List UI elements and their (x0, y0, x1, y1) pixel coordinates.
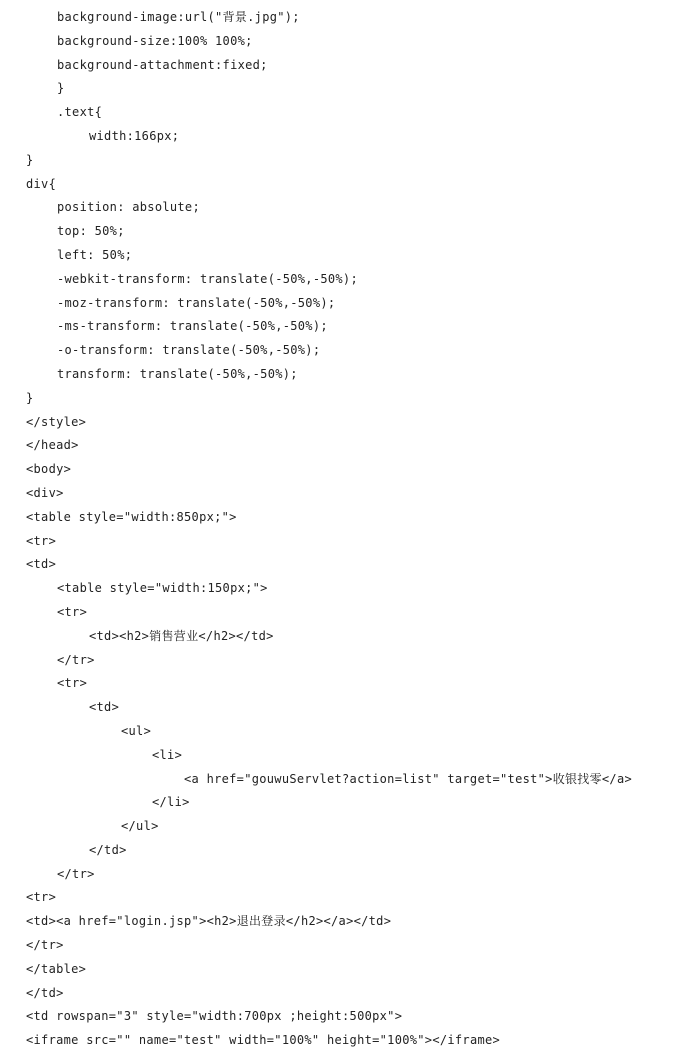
code-line: <td><h2>销售营业</h2></td> (89, 628, 274, 643)
code-line: background-size:100% 100%; (57, 33, 253, 48)
code-line: <a href="gouwuServlet?action=list" target="test">收银找零</a> (184, 771, 633, 786)
code-line: <body> (26, 462, 72, 477)
code-line: } (57, 81, 65, 96)
code-line: <tr> (26, 533, 57, 548)
code-line: <table style="width:850px;"> (26, 509, 237, 524)
code-line: <div> (26, 485, 64, 500)
code-line: .text{ (57, 105, 103, 120)
code-line: </tr> (57, 652, 95, 667)
code-line: <tr> (57, 676, 88, 691)
code-line: <tr> (26, 890, 57, 905)
code-line: <table style="width:150px;"> (57, 581, 268, 596)
code-line: } (26, 390, 34, 405)
code-line: background-attachment:fixed; (57, 57, 268, 72)
code-line: -ms-transform: translate(-50%,-50%); (57, 319, 328, 334)
code-line: </td> (89, 842, 127, 857)
code-line: </li> (152, 795, 190, 810)
code-line: } (26, 152, 34, 167)
code-line: top: 50%; (57, 224, 125, 239)
code-line: background-image:url("背景.jpg"); (57, 10, 300, 24)
code-line: <tr> (57, 604, 88, 619)
code-line: <td> (89, 700, 120, 715)
code-line: width:166px; (89, 128, 180, 143)
code-line: </tr> (26, 938, 64, 953)
code-line: </style> (26, 414, 87, 429)
code-line: position: absolute; (57, 200, 200, 215)
code-line: </td> (26, 985, 64, 1000)
code-line: </tr> (57, 866, 95, 881)
code-line: </head> (26, 438, 79, 453)
code-line: <td><a href="login.jsp"><h2>退出登录</h2></a></td> (26, 914, 392, 929)
code-line: left: 50%; (57, 247, 133, 262)
code-line: <td rowspan="3" style="width:700px ;height:500px"> (26, 1009, 403, 1024)
code-line: -moz-transform: translate(-50%,-50%); (57, 295, 336, 310)
code-line: <iframe src="" name="test" width="100%" height="100%"></iframe> (26, 1033, 501, 1048)
code-line: div{ (26, 176, 57, 191)
code-line: transform: translate(-50%,-50%); (57, 366, 298, 381)
code-line: </table> (26, 961, 87, 976)
code-line: -webkit-transform: translate(-50%,-50%); (57, 271, 358, 286)
code-line: -o-transform: translate(-50%,-50%); (57, 343, 321, 358)
code-line: </ul> (121, 819, 159, 834)
code-line: <ul> (121, 723, 152, 738)
code-line: <li> (152, 747, 183, 762)
code-line: <td> (26, 557, 57, 572)
code-listing (0, 6, 685, 1053)
